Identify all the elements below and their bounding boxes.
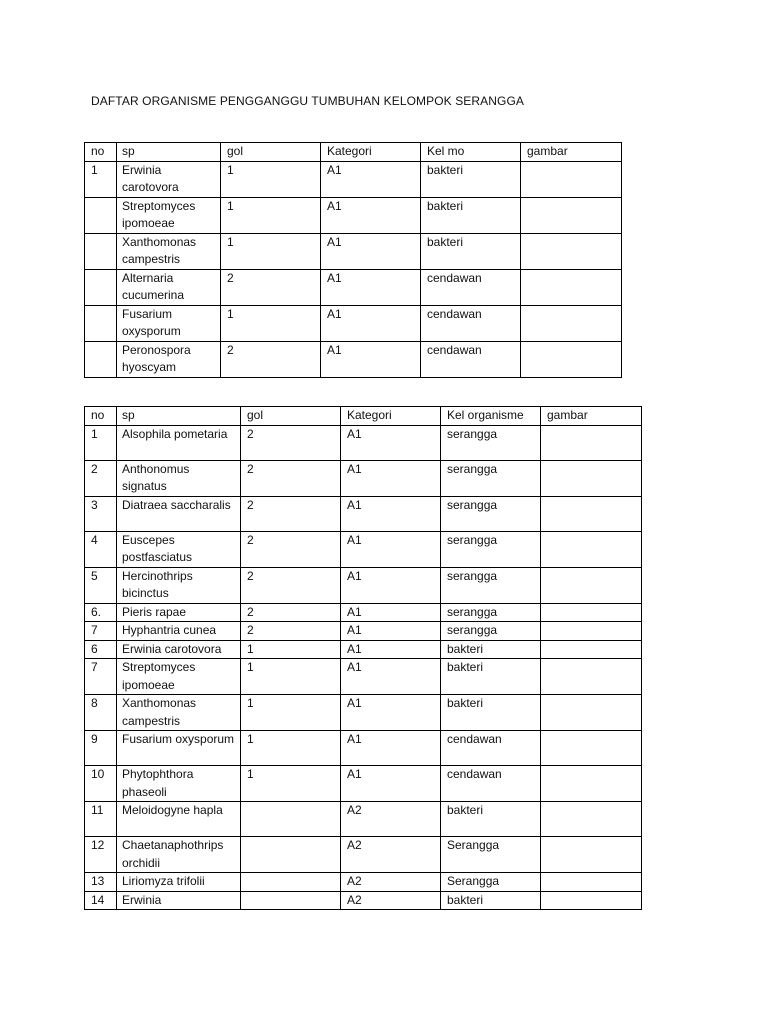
table-row bbox=[85, 567, 642, 603]
header-group-cell: Kel mo bbox=[421, 143, 521, 162]
species-cell: Fusarium oxysporum bbox=[117, 305, 221, 341]
header-group-cell: Kel organisme bbox=[441, 407, 541, 426]
no-cell bbox=[85, 305, 117, 341]
no-cell: 13 bbox=[85, 873, 117, 892]
category-cell: A1 bbox=[321, 197, 421, 233]
no-cell: 12 bbox=[85, 837, 117, 873]
gol-cell bbox=[241, 873, 341, 892]
group-cell: serangga bbox=[441, 425, 541, 460]
pest-table-1 bbox=[84, 142, 622, 378]
no-cell: 6. bbox=[85, 603, 117, 622]
table-row bbox=[85, 873, 642, 892]
image-cell bbox=[541, 731, 642, 766]
species-cell: Fusarium oxysporum bbox=[117, 731, 241, 766]
category-cell: A1 bbox=[341, 731, 441, 766]
group-cell: bakteri bbox=[421, 233, 521, 269]
table-row bbox=[85, 766, 642, 802]
gol-cell: 1 bbox=[221, 161, 321, 197]
no-cell bbox=[85, 233, 117, 269]
table-row bbox=[85, 233, 622, 269]
species-cell: Chaetanaphothrips orchidii bbox=[117, 837, 241, 873]
table-row bbox=[85, 197, 622, 233]
category-cell: A1 bbox=[341, 659, 441, 695]
group-cell: bakteri bbox=[421, 161, 521, 197]
image-cell bbox=[541, 622, 642, 641]
image-cell bbox=[521, 197, 622, 233]
category-cell: A1 bbox=[321, 305, 421, 341]
category-cell: A1 bbox=[341, 425, 441, 460]
no-cell: 7 bbox=[85, 622, 117, 641]
species-cell: Liriomyza trifolii bbox=[117, 873, 241, 892]
category-cell: A1 bbox=[341, 460, 441, 496]
no-cell: 9 bbox=[85, 731, 117, 766]
no-cell: 6 bbox=[85, 640, 117, 659]
species-cell: Pieris rapae bbox=[117, 603, 241, 622]
image-cell bbox=[521, 161, 622, 197]
category-cell: A1 bbox=[341, 766, 441, 802]
group-cell: bakteri bbox=[441, 659, 541, 695]
category-cell: A1 bbox=[341, 531, 441, 567]
no-cell: 1 bbox=[85, 425, 117, 460]
image-cell bbox=[521, 269, 622, 305]
group-cell: serangga bbox=[441, 496, 541, 531]
no-cell bbox=[85, 341, 117, 377]
gol-cell: 1 bbox=[221, 305, 321, 341]
image-cell bbox=[541, 659, 642, 695]
table-row bbox=[85, 695, 642, 731]
category-cell: A1 bbox=[341, 567, 441, 603]
image-cell bbox=[541, 837, 642, 873]
group-cell: cendawan bbox=[421, 305, 521, 341]
category-cell: A1 bbox=[341, 622, 441, 641]
image-cell bbox=[541, 640, 642, 659]
gol-cell: 2 bbox=[241, 531, 341, 567]
species-cell: Phytophthora phaseoli bbox=[117, 766, 241, 802]
no-cell: 8 bbox=[85, 695, 117, 731]
species-cell: Meloidogyne hapla bbox=[117, 802, 241, 837]
group-cell: bakteri bbox=[421, 197, 521, 233]
gol-cell bbox=[241, 802, 341, 837]
gol-cell: 2 bbox=[221, 341, 321, 377]
header-no-cell: no bbox=[85, 143, 117, 162]
header-category-cell: Kategori bbox=[321, 143, 421, 162]
gol-cell: 2 bbox=[241, 567, 341, 603]
header-species-cell: sp bbox=[117, 407, 241, 426]
group-cell: cendawan bbox=[441, 766, 541, 802]
image-cell bbox=[541, 567, 642, 603]
image-cell bbox=[541, 425, 642, 460]
gol-cell: 2 bbox=[221, 269, 321, 305]
species-cell: Diatraea saccharalis bbox=[117, 496, 241, 531]
header-gol-cell: gol bbox=[221, 143, 321, 162]
group-cell: Serangga bbox=[441, 837, 541, 873]
table-row bbox=[85, 837, 642, 873]
table-row bbox=[85, 161, 622, 197]
category-cell: A2 bbox=[341, 802, 441, 837]
gol-cell: 2 bbox=[241, 622, 341, 641]
group-cell: bakteri bbox=[441, 891, 541, 910]
image-cell bbox=[541, 891, 642, 910]
no-cell bbox=[85, 269, 117, 305]
no-cell: 4 bbox=[85, 531, 117, 567]
table-row bbox=[85, 269, 622, 305]
table-row bbox=[85, 305, 622, 341]
group-cell: cendawan bbox=[421, 269, 521, 305]
species-cell: Euscepes postfasciatus bbox=[117, 531, 241, 567]
table-row bbox=[85, 622, 642, 641]
gol-cell: 1 bbox=[241, 695, 341, 731]
header-image-cell: gambar bbox=[541, 407, 642, 426]
table-row bbox=[85, 341, 622, 377]
header-image-cell: gambar bbox=[521, 143, 622, 162]
species-cell: Xanthomonas campestris bbox=[117, 233, 221, 269]
species-cell: Hyphantria cunea bbox=[117, 622, 241, 641]
species-cell: Streptomyces ipomoeae bbox=[117, 197, 221, 233]
gol-cell: 1 bbox=[221, 197, 321, 233]
no-cell: 5 bbox=[85, 567, 117, 603]
table-row bbox=[85, 802, 642, 837]
image-cell bbox=[521, 233, 622, 269]
no-cell: 11 bbox=[85, 802, 117, 837]
species-cell: Streptomyces ipomoeae bbox=[117, 659, 241, 695]
category-cell: A1 bbox=[321, 233, 421, 269]
category-cell: A2 bbox=[341, 873, 441, 892]
image-cell bbox=[541, 531, 642, 567]
table-row bbox=[85, 891, 642, 910]
table-row bbox=[85, 496, 642, 531]
image-cell bbox=[541, 695, 642, 731]
group-cell: serangga bbox=[441, 622, 541, 641]
image-cell bbox=[541, 496, 642, 531]
species-cell: Erwinia carotovora bbox=[117, 640, 241, 659]
species-cell: Xanthomonas campestris bbox=[117, 695, 241, 731]
no-cell: 3 bbox=[85, 496, 117, 531]
group-cell: serangga bbox=[441, 567, 541, 603]
group-cell: bakteri bbox=[441, 695, 541, 731]
table-row bbox=[85, 659, 642, 695]
category-cell: A1 bbox=[321, 341, 421, 377]
group-cell: serangga bbox=[441, 460, 541, 496]
table-row bbox=[85, 531, 642, 567]
table-row bbox=[85, 731, 642, 766]
category-cell: A1 bbox=[341, 640, 441, 659]
category-cell: A1 bbox=[321, 161, 421, 197]
gol-cell: 2 bbox=[241, 425, 341, 460]
image-cell bbox=[541, 766, 642, 802]
category-cell: A1 bbox=[321, 269, 421, 305]
category-cell: A1 bbox=[341, 496, 441, 531]
gol-cell: 1 bbox=[241, 659, 341, 695]
header-species-cell: sp bbox=[117, 143, 221, 162]
species-cell: Alternaria cucumerina bbox=[117, 269, 221, 305]
image-cell bbox=[541, 460, 642, 496]
no-cell: 2 bbox=[85, 460, 117, 496]
group-cell: cendawan bbox=[441, 731, 541, 766]
header-no-cell: no bbox=[85, 407, 117, 426]
no-cell: 1 bbox=[85, 161, 117, 197]
gol-cell bbox=[241, 891, 341, 910]
gol-cell: 2 bbox=[241, 603, 341, 622]
gol-cell: 2 bbox=[241, 496, 341, 531]
group-cell: serangga bbox=[441, 531, 541, 567]
group-cell: bakteri bbox=[441, 640, 541, 659]
gol-cell: 1 bbox=[241, 731, 341, 766]
image-cell bbox=[541, 873, 642, 892]
no-cell: 10 bbox=[85, 766, 117, 802]
header-row bbox=[85, 407, 642, 426]
category-cell: A1 bbox=[341, 603, 441, 622]
species-cell: Erwinia carotovora bbox=[117, 161, 221, 197]
category-cell: A2 bbox=[341, 837, 441, 873]
species-cell: Erwinia bbox=[117, 891, 241, 910]
table-row bbox=[85, 460, 642, 496]
image-cell bbox=[521, 341, 622, 377]
group-cell: bakteri bbox=[441, 802, 541, 837]
pest-table-2-body bbox=[85, 407, 642, 910]
group-cell: Serangga bbox=[441, 873, 541, 892]
no-cell: 14 bbox=[85, 891, 117, 910]
header-category-cell: Kategori bbox=[341, 407, 441, 426]
group-cell: cendawan bbox=[421, 341, 521, 377]
table-row bbox=[85, 603, 642, 622]
image-cell bbox=[541, 802, 642, 837]
group-cell: serangga bbox=[441, 603, 541, 622]
document-title: DAFTAR ORGANISME PENGGANGGU TUMBUHAN KELOMPOK SERANGGA bbox=[91, 94, 525, 108]
species-cell: Peronospora hyoscyam bbox=[117, 341, 221, 377]
gol-cell: 1 bbox=[221, 233, 321, 269]
gol-cell: 1 bbox=[241, 766, 341, 802]
pest-table-2 bbox=[84, 406, 642, 910]
table-row bbox=[85, 640, 642, 659]
gol-cell bbox=[241, 837, 341, 873]
no-cell bbox=[85, 197, 117, 233]
no-cell: 7 bbox=[85, 659, 117, 695]
pest-table-1-body bbox=[85, 143, 622, 378]
image-cell bbox=[541, 603, 642, 622]
category-cell: A1 bbox=[341, 695, 441, 731]
table-row bbox=[85, 425, 642, 460]
species-cell: Alsophila pometaria bbox=[117, 425, 241, 460]
species-cell: Hercinothrips bicinctus bbox=[117, 567, 241, 603]
image-cell bbox=[521, 305, 622, 341]
species-cell: Anthonomus signatus bbox=[117, 460, 241, 496]
category-cell: A2 bbox=[341, 891, 441, 910]
gol-cell: 1 bbox=[241, 640, 341, 659]
header-row bbox=[85, 143, 622, 162]
gol-cell: 2 bbox=[241, 460, 341, 496]
header-gol-cell: gol bbox=[241, 407, 341, 426]
